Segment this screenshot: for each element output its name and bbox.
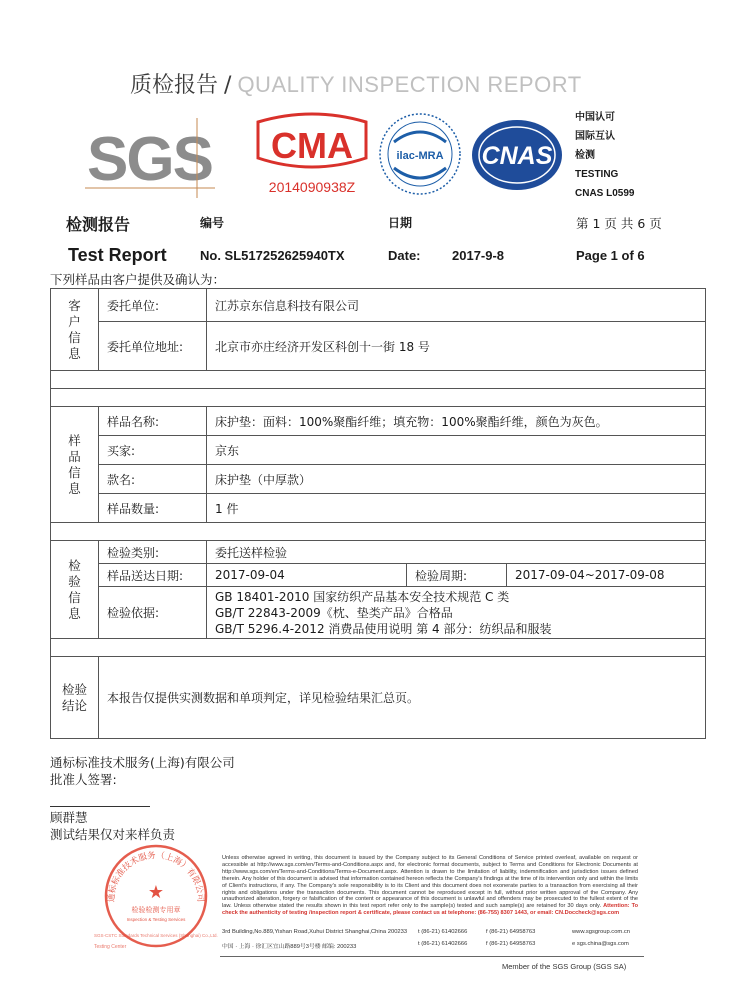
sample-qty-label: 样品数量: [99, 494, 207, 523]
intro-text: 下列样品由客户提供及确认为： [50, 272, 226, 287]
inspection-period-label: 检验周期: [407, 564, 507, 587]
sample-name-label: 样品名称: [99, 407, 207, 436]
report-title-cn: 检测报告 [66, 215, 131, 234]
table-row [51, 289, 706, 322]
cnas-logo [470, 118, 564, 192]
inspection-section-label: 检验信息 [51, 541, 99, 639]
sample-style-label: 款名: [99, 465, 207, 494]
signature-line [50, 806, 150, 807]
inspection-type-label: 检验类别: [99, 541, 207, 564]
table-spacer-row [51, 523, 706, 541]
legal-body: Unless otherwise agreed in writing, this document is issued by the Company subject to its General Conditions of Service printed overleaf, available on request or accessible at http://www.sgs.com/en/Terms-and-Conditions.aspx and, for electronic format documents, subject to Terms and Conditions for Electronic Documents at http://www.sgs.com/en/Terms-and-Conditions/Terms-e-Document.aspx. Attention is drawn to the limitation of liability, indemnification and jurisdiction issues defined therein. Any holder of this document is advised that information contained hereon reflects the Company's findings at the time of its intervention only and within the limits of Client's instructions, if any. The Company's sole responsibility is to its Client and this document does not exonerate parties to a transaction from exercising all their rights and obligations under the transaction documents. This document cannot be reproduced except in full, without prior written approval of the Company. Any unauthorized alteration, forgery or falsification of the content or appearance of this document is unlawful and offenders may be prosecuted to the fullest extent of the law. Unless otherwise stated the results shown in this test report refer only to the sample(s) tested and such sample(s) are retained for 30 days only. [222, 855, 638, 910]
tel-2: t (86-21) 61402666 [418, 941, 468, 947]
sample-buyer-label: 买家: [99, 436, 207, 465]
cnas-logo-text: CNAS [481, 142, 553, 170]
basis-line: GB/T 5296.4-2012 消费品使用说明 第 4 部分：纺织品和服装 [215, 621, 552, 636]
address-cn: 中国 · 上海 · 徐汇区宜山路889号3号楼 邮编: 200233 [222, 944, 357, 950]
accreditation-line: TESTING [575, 169, 619, 180]
inspection-basis-label: 检验依据: [99, 587, 207, 639]
page-indicator-en: Page 1 of 6 [576, 248, 645, 263]
table-row [51, 587, 706, 639]
table-row [51, 541, 706, 564]
table-row [51, 465, 706, 494]
table-row [51, 657, 706, 739]
report-date-label-cn: 日期 [388, 216, 413, 230]
page-indicator-cn: 第 1 页 共 6 页 [576, 216, 662, 231]
sgs-logo-text: SGS [87, 125, 212, 194]
svg-text:★: ★ [147, 882, 165, 903]
table-row [51, 494, 706, 523]
table-row [51, 407, 706, 436]
table-spacer-row [51, 639, 706, 657]
table-row [51, 436, 706, 465]
seal-company-text: 通标标准技术服务（上海）有限公司 [106, 850, 206, 903]
client-company-label: 委托单位: [99, 289, 207, 322]
authenticity-warning: Attention: To check the authenticity of testing /inspection report & certificate, please contact us at telephone: (86-755) 8307 1443, or email: CN.Doccheck@sgs.com [222, 903, 638, 917]
sample-name: 床护垫：面料：100%聚酯纤维；填充物：100%聚酯纤维，颜色为灰色。 [207, 407, 706, 436]
table-spacer-row [51, 389, 706, 407]
accreditation-line: 检测 [575, 150, 595, 161]
cma-logo-text: CMA [271, 125, 353, 166]
arrival-date-label: 样品送达日期: [99, 564, 207, 587]
report-number: No. SL517252625940TX [200, 248, 345, 263]
footer-divider [220, 956, 644, 957]
seal-title: 检验检测专用章 [131, 906, 181, 914]
client-company: 江苏京东信息科技有限公司 [207, 289, 706, 322]
fax-2: f (86-21) 64958763 [486, 941, 536, 947]
header-title-cn: 质检报告 [130, 73, 219, 98]
seal-side-text: Testing Center [94, 944, 127, 950]
inspection-basis [207, 587, 706, 639]
sample-buyer: 京东 [207, 436, 706, 465]
sgs-logo [85, 118, 215, 198]
client-section-label: 客户信息 [51, 289, 99, 371]
table-spacer-row [51, 371, 706, 389]
ilac-mra-logo [378, 112, 462, 196]
accreditation-line: CNAS L0599 [575, 188, 635, 199]
seal-subtitle: Inspection & Testing Services [126, 917, 186, 922]
header-title-en: QUALITY INSPECTION REPORT [237, 72, 582, 97]
accreditation-line: 中国认可 [575, 112, 615, 123]
cma-logo [248, 110, 376, 198]
report-title-en: Test Report [68, 245, 167, 265]
seal-side-text: SGS-CSTC Standards Technical Services (Shanghai) Co.,Ltd. [94, 933, 218, 938]
results-disclaimer: 测试结果仅对来样负责 [50, 827, 176, 842]
report-header-title [130, 68, 582, 99]
sample-style: 床护垫（中厚款） [207, 465, 706, 494]
report-date: 2017-9-8 [452, 248, 505, 263]
basis-line: GB 18401-2010 国家纺织产品基本安全技术规范 C 类 [215, 589, 510, 604]
signer-block [50, 809, 175, 843]
sample-section-label: 样品信息 [51, 407, 99, 523]
approval-block [50, 754, 235, 788]
conclusion-text: 本报告仅提供实测数据和单项判定，详见检验结果汇总页。 [99, 657, 706, 739]
sample-qty: 1 件 [207, 494, 706, 523]
report-info-table [50, 288, 706, 739]
table-row [51, 564, 706, 587]
report-number-label-cn: 编号 [200, 216, 225, 230]
website: www.sgsgroup.com.cn [572, 929, 630, 935]
address-en: 3rd Building,No.889,Yishan Road,Xuhui District Shanghai,China 200233 [222, 929, 408, 935]
basis-line: GB/T 22843-2009《枕、垫类产品》合格品 [215, 605, 453, 620]
conclusion-section-label: 检验结论 [51, 657, 99, 739]
accreditation-text [575, 108, 634, 203]
client-address: 北京市亦庄经济开发区科创十一街 18 号 [207, 322, 706, 371]
legal-terms [222, 855, 638, 917]
inspection-type: 委托送样检验 [207, 541, 706, 564]
cma-number: 2014090938Z [268, 179, 356, 195]
accreditation-line: 国际互认 [575, 131, 615, 142]
client-address-label: 委托单位地址: [99, 322, 207, 371]
report-date-label-en: Date: [388, 248, 421, 263]
table-row [51, 322, 706, 371]
issuing-company: 通标标准技术服务(上海)有限公司 [50, 755, 235, 770]
inspection-seal [92, 840, 220, 958]
signer-name: 顾群慧 [50, 810, 88, 825]
fax-1: f (86-21) 64958763 [486, 929, 536, 935]
arrival-date: 2017-09-04 [207, 564, 407, 587]
email: e sgs.china@sgs.com [572, 941, 629, 947]
ilac-logo-text: ilac-MRA [396, 150, 444, 162]
sgs-member-text: Member of the SGS Group (SGS SA) [502, 962, 627, 971]
approver-label: 批准人签署: [50, 772, 117, 787]
inspection-period: 2017-09-04~2017-09-08 [507, 564, 706, 587]
header-title-separator: / [224, 73, 232, 98]
tel-1: t (86-21) 61402666 [418, 929, 468, 935]
